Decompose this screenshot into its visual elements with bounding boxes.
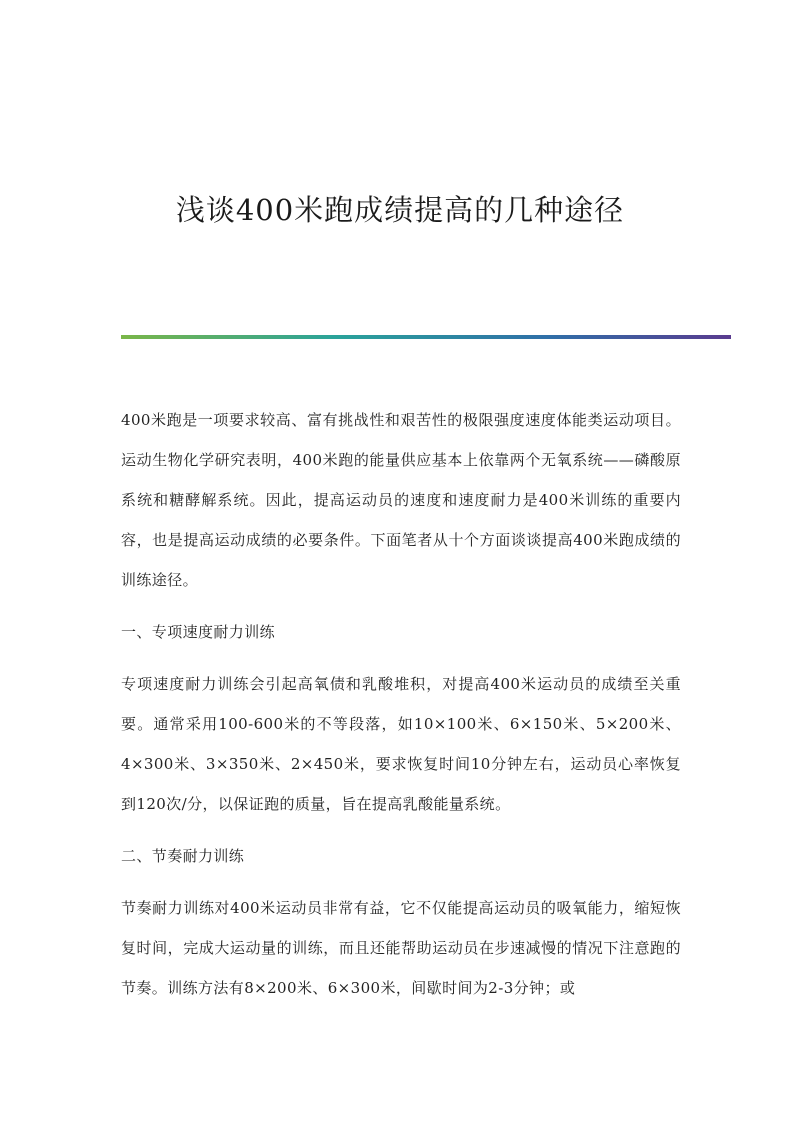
document-title: 浅谈400米跑成绩提高的几种途径	[175, 193, 625, 227]
section-paragraph-2: 节奏耐力训练对400米运动员非常有益，它不仅能提高运动员的吸氧能力，缩短恢复时间，完成大运动量的训练，而且还能帮助运动员在步速减慢的情况下注意跑的节奏。训练方法有8×200米、6×300米，间歇时间为2-3分钟；或	[121, 899, 681, 997]
document-body	[121, 400, 681, 1008]
section-heading-1: 一、专项速度耐力训练	[121, 623, 276, 641]
section-heading-2: 二、节奏耐力训练	[121, 847, 245, 865]
section-paragraph-1: 专项速度耐力训练会引起高氧债和乳酸堆积，对提高400米运动员的成绩至关重要。通常采用100-600米的不等段落，如10×100米、6×150米、5×200米、4×300米、3×350米、2×450米，要求恢复时间10分钟左右，运动员心率恢复到120次/分，以保证跑的质量，旨在提高乳酸能量系统。	[121, 675, 681, 813]
title-divider	[121, 335, 731, 339]
intro-paragraph: 400米跑是一项要求较高、富有挑战性和艰苦性的极限强度速度体能类运动项目。运动生物化学研究表明，400米跑的能量供应基本上依靠两个无氧系统——磷酸原系统和糖酵解系统。因此，提高运动员的速度和速度耐力是400米训练的重要内容，也是提高运动成绩的必要条件。下面笔者从十个方面谈谈提高400米跑成绩的训练途径。	[121, 411, 681, 589]
